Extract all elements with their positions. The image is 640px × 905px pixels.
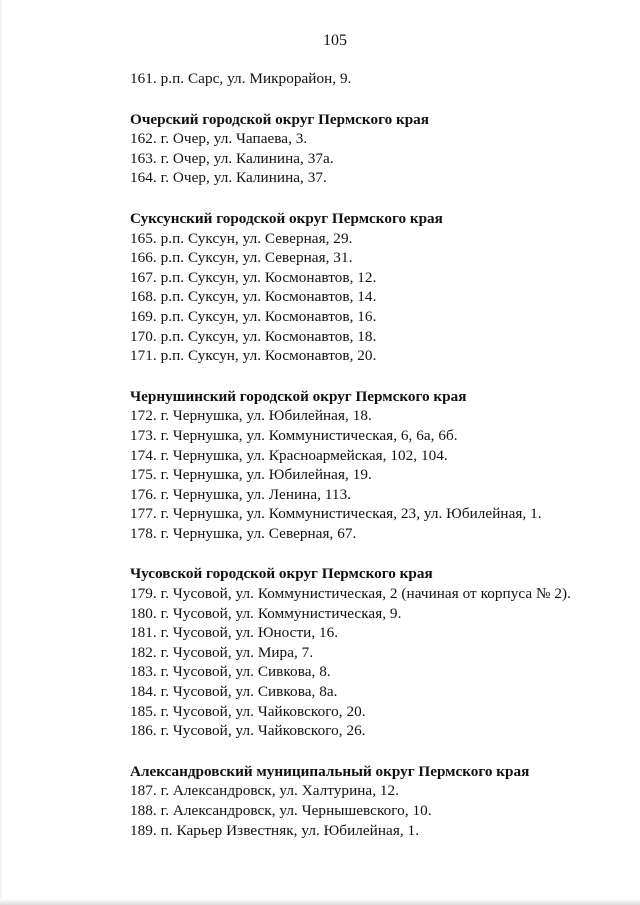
address-item: 177. г. Чернушка, ул. Коммунистическая, 23, ул. Юбилейная, 1. (130, 505, 542, 523)
section-heading: Чусовской городской округ Пермского края (130, 565, 433, 583)
address-item: 171. р.п. Суксун, ул. Космонавтов, 20. (130, 347, 377, 365)
section-sars (130, 69, 630, 89)
address-item: 181. г. Чусовой, ул. Юности, 16. (130, 624, 339, 642)
address-item: 167. р.п. Суксун, ул. Космонавтов, 12. (130, 268, 377, 286)
address-item: 170. р.п. Суксун, ул. Космонавтов, 18. (130, 327, 377, 345)
address-item: 173. г. Чернушка, ул. Коммунистическая, 6, 6а, 6б. (130, 426, 458, 444)
address-item: 189. п. Карьер Известняк, ул. Юбилейная, 1. (130, 821, 420, 839)
address-item: 184. г. Чусовой, ул. Сивкова, 8а. (130, 683, 338, 701)
page-number: 105 (323, 32, 347, 49)
scan-edge-left (0, 0, 2, 905)
section-ocher (130, 110, 630, 188)
section-aleksandrovsk (130, 762, 630, 840)
section-chusovoy (130, 564, 630, 740)
address-item: 162. г. Очер, ул. Чапаева, 3. (130, 130, 308, 148)
address-item: 179. г. Чусовой, ул. Коммунистическая, 2 (начиная от корпуса № 2). (130, 585, 571, 603)
section-heading: Очерский городской округ Пермского края (130, 110, 429, 128)
address-item: 183. г. Чусовой, ул. Сивкова, 8. (130, 663, 331, 681)
address-item: 176. г. Чернушка, ул. Ленина, 113. (130, 485, 352, 503)
address-item: 161. р.п. Сарс, ул. Микрорайон, 9. (130, 70, 352, 87)
address-item: 172. г. Чернушка, ул. Юбилейная, 18. (130, 407, 372, 425)
address-item: 168. р.п. Суксун, ул. Космонавтов, 14. (130, 288, 377, 306)
address-item: 182. г. Чусовой, ул. Мира, 7. (130, 643, 314, 661)
address-item: 187. г. Александровск, ул. Халтурина, 12. (130, 782, 400, 800)
section-chernushka (130, 387, 630, 544)
section-heading: Александровский муниципальный округ Пермского края (130, 762, 530, 780)
address-item: 178. г. Чернушка, ул. Северная, 67. (130, 524, 357, 542)
address-item: 166. р.п. Суксун, ул. Северная, 31. (130, 249, 353, 267)
scan-edge-bottom (0, 899, 640, 905)
address-item: 163. г. Очер, ул. Калинина, 37а. (130, 149, 334, 167)
address-item: 180. г. Чусовой, ул. Коммунистическая, 9. (130, 604, 402, 622)
section-heading: Суксунский городской округ Пермского края (130, 209, 443, 227)
address-item: 175. г. Чернушка, ул. Юбилейная, 19. (130, 466, 372, 484)
address-item: 164. г. Очер, ул. Калинина, 37. (130, 169, 327, 187)
address-item: 165. р.п. Суксун, ул. Северная, 29. (130, 229, 353, 247)
address-item: 174. г. Чернушка, ул. Красноармейская, 102, 104. (130, 446, 448, 464)
section-heading: Чернушинский городской округ Пермского края (130, 387, 467, 405)
section-suksun (130, 209, 630, 366)
address-item: 169. р.п. Суксун, ул. Космонавтов, 16. (130, 307, 377, 325)
address-item: 186. г. Чусовой, ул. Чайковского, 26. (130, 722, 366, 740)
address-item: 185. г. Чусовой, ул. Чайковского, 20. (130, 702, 366, 720)
document-body (130, 69, 630, 840)
address-item: 188. г. Александровск, ул. Чернышевского, 10. (130, 802, 432, 819)
